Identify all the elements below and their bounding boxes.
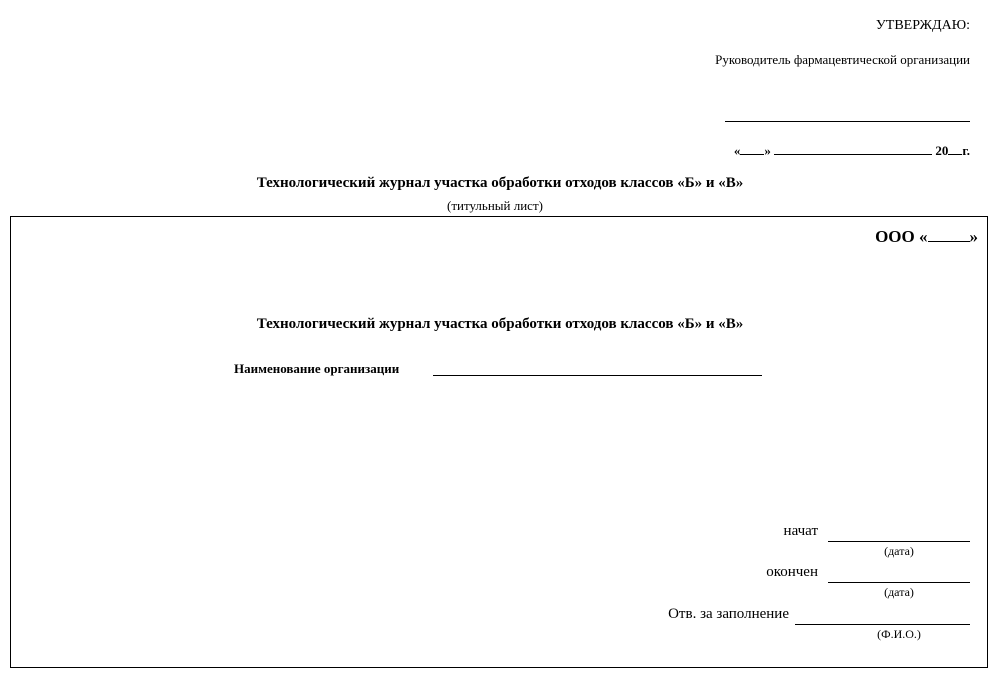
document-title: Технологический журнал участка обработки отходов классов «Б» и «В» (256, 175, 744, 191)
ended-date-hint: (дата) (884, 585, 914, 599)
date-close-quote: » (764, 143, 771, 158)
started-date-hint: (дата) (884, 544, 914, 558)
org-prefix: ООО « (875, 227, 928, 246)
title-page-heading: Технологический журнал участка обработки отходов классов «Б» и «В» (256, 316, 744, 332)
started-label: начат (783, 523, 818, 539)
ended-date-line[interactable] (828, 582, 970, 583)
ended-label: окончен (766, 564, 818, 580)
org-suffix: » (969, 227, 978, 246)
approval-role: Руководитель фармацевтической организации (715, 52, 970, 67)
org-name-label: Наименование организации (234, 361, 400, 376)
date-year-blank[interactable] (948, 142, 962, 155)
org-mark (875, 227, 978, 247)
org-name-field-line[interactable] (433, 375, 762, 376)
approval-title: УТВЕРЖДАЮ: (875, 18, 970, 33)
document-subtitle: (титульный лист) (447, 198, 543, 213)
org-name-blank[interactable] (928, 227, 970, 242)
date-month-blank[interactable] (774, 142, 932, 155)
date-day-blank[interactable] (740, 142, 764, 155)
responsible-name-hint: (Ф.И.О.) (877, 627, 921, 641)
date-open-quote: « (733, 143, 741, 158)
started-date-line[interactable] (828, 541, 970, 542)
title-page-frame (10, 216, 988, 668)
date-year-suffix: г. (962, 143, 970, 158)
date-year-prefix: 20 (935, 143, 949, 158)
approval-signature-line[interactable] (725, 121, 970, 122)
approval-date-row (734, 142, 970, 159)
responsible-name-line[interactable] (795, 624, 970, 625)
responsible-label: Отв. за заполнение (668, 606, 789, 622)
